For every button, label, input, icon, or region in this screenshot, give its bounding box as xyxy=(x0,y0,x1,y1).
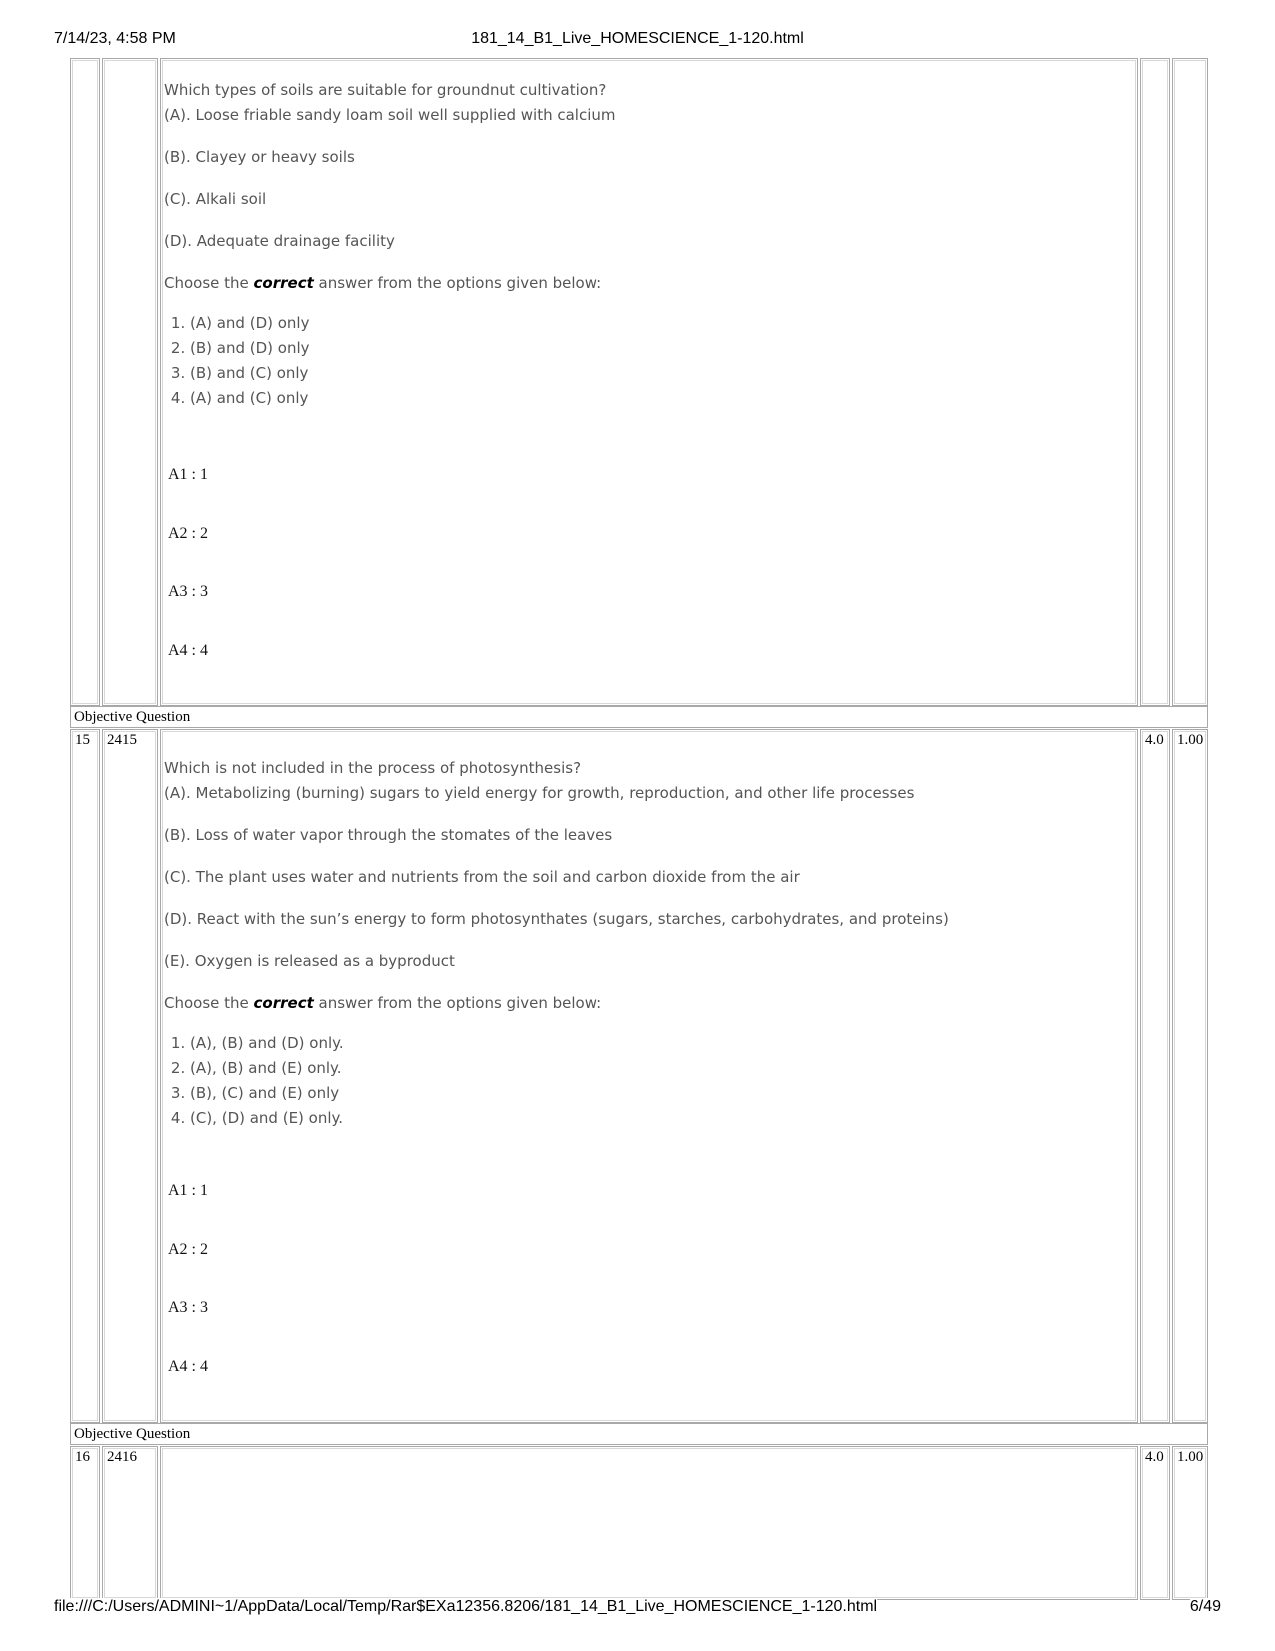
q15-type-row xyxy=(70,706,1208,728)
q16-negative: 1.00 xyxy=(1177,1449,1204,1465)
q16-id: 2416 xyxy=(107,1449,137,1465)
page-number: 6/49 xyxy=(1189,1598,1221,1615)
q15-statement-c: (C). The plant uses water and nutrients from the soil and carbon dioxide from the air xyxy=(164,868,800,886)
q15-option-list xyxy=(164,1031,949,1131)
q16-type-label: Objective Question xyxy=(74,1426,191,1442)
q15-negative-cell xyxy=(1172,729,1208,1423)
q15-statement-e: (E). Oxygen is released as a byproduct xyxy=(164,952,455,970)
q14-answer-3: A3 : 3 xyxy=(168,583,208,600)
q15-statement-d: (D). React with the sun’s energy to form photosynthates (sugars, starches, carbohydrates, and proteins) xyxy=(164,910,949,928)
q14-answer-4: A4 : 4 xyxy=(168,641,208,659)
q15-marks-cell xyxy=(1140,729,1170,1423)
q15-marks: 4.0 xyxy=(1145,732,1164,748)
q16-number: 16 xyxy=(75,1449,90,1465)
q14-question xyxy=(164,78,616,411)
q15-question xyxy=(164,756,949,1131)
q14-option-3: 3. (B) and (C) only xyxy=(190,361,616,386)
q16-marks: 4.0 xyxy=(1145,1449,1164,1465)
q14-option-1: 1. (A) and (D) only xyxy=(190,311,616,336)
q15-negative: 1.00 xyxy=(1177,732,1204,748)
q16-negative-cell xyxy=(1172,1446,1208,1600)
q15-answer-3: A3 : 3 xyxy=(168,1299,208,1316)
q15-id-cell xyxy=(102,729,158,1423)
print-datetime: 7/14/23, 4:58 PM xyxy=(54,30,176,47)
q14-statement-c: (C). Alkali soil xyxy=(164,190,267,208)
q15-answer-1: A1 : 1 xyxy=(168,1182,208,1199)
q14-statement-d: (D). Adequate drainage facility xyxy=(164,232,395,250)
q16-type-row xyxy=(70,1423,1208,1445)
q15-answer-4: A4 : 4 xyxy=(168,1357,208,1375)
q16-marks-cell xyxy=(1140,1446,1170,1600)
q14-option-2: 2. (B) and (D) only xyxy=(190,336,616,361)
q14-marks-cell xyxy=(1140,58,1170,706)
q15-number: 15 xyxy=(75,732,90,748)
file-path: file:///C:/Users/ADMINI~1/AppData/Local/Temp/Rar$EXa12356.8206/181_14_B1_Live_HOMESCIENCE_1-120.html xyxy=(54,1598,878,1615)
q14-answer-1: A1 : 1 xyxy=(168,466,208,483)
document-title: 181_14_B1_Live_HOMESCIENCE_1-120.html xyxy=(471,30,804,47)
q15-type-label: Objective Question xyxy=(74,709,191,725)
q15-number-cell xyxy=(70,729,100,1423)
q15-statement-a: (A). Metabolizing (burning) sugars to yield energy for growth, reproduction, and other life processes xyxy=(164,784,915,802)
q15-answer-list xyxy=(168,1182,208,1416)
q15-id: 2415 xyxy=(107,732,137,748)
q14-statement-b: (B). Clayey or heavy soils xyxy=(164,148,355,166)
q15-option-2: 2. (A), (B) and (E) only. xyxy=(190,1056,949,1081)
q15-stem: Which is not included in the process of photosynthesis? xyxy=(164,759,582,777)
q14-negative-cell xyxy=(1172,58,1208,706)
q14-instruction: Choose the correct answer from the options given below: xyxy=(164,274,602,292)
q15-instruction: Choose the correct answer from the options given below: xyxy=(164,994,602,1012)
q15-option-4: 4. (C), (D) and (E) only. xyxy=(190,1106,949,1131)
q14-option-list xyxy=(164,311,616,411)
q16-number-cell xyxy=(70,1446,100,1600)
q14-stem: Which types of soils are suitable for groundnut cultivation? xyxy=(164,81,607,99)
q16-body-cell xyxy=(160,1446,1138,1600)
q14-number-cell xyxy=(70,58,100,706)
q14-answer-2: A2 : 2 xyxy=(168,524,208,542)
q14-statement-a: (A). Loose friable sandy loam soil well supplied with calcium xyxy=(164,106,616,124)
q14-option-4: 4. (A) and (C) only xyxy=(190,386,616,411)
q16-id-cell xyxy=(102,1446,158,1600)
q15-answer-2: A2 : 2 xyxy=(168,1240,208,1258)
q14-id-cell xyxy=(102,58,158,706)
q15-statement-b: (B). Loss of water vapor through the stomates of the leaves xyxy=(164,826,613,844)
q15-option-1: 1. (A), (B) and (D) only. xyxy=(190,1031,949,1056)
q15-option-3: 3. (B), (C) and (E) only xyxy=(190,1081,949,1106)
q14-answer-list xyxy=(168,466,208,700)
